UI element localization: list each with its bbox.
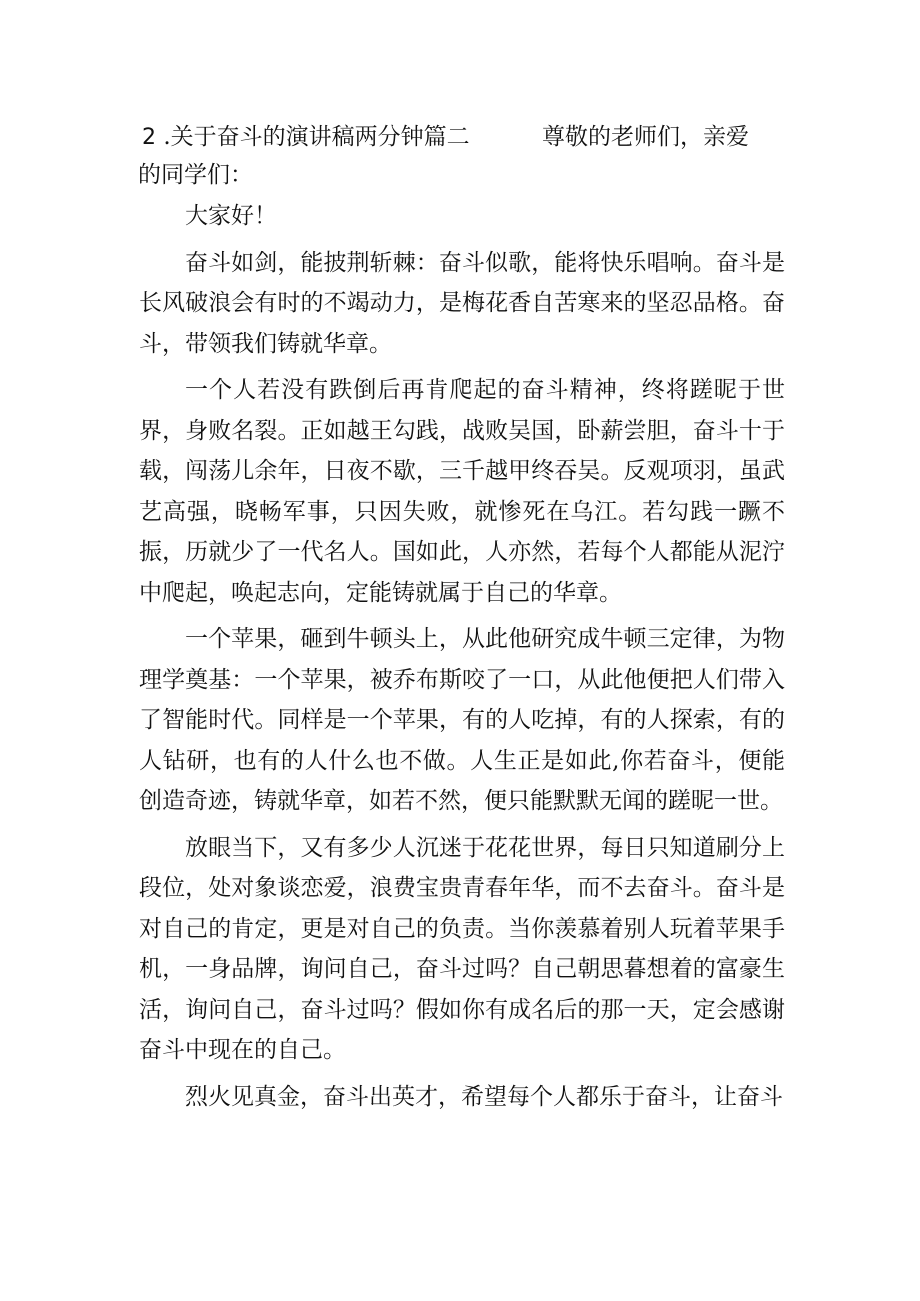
paragraph-greeting: 大家好！ — [185, 203, 277, 229]
heading-title: .关于奋斗的演讲稿两分钟篇二 — [163, 124, 470, 150]
paragraph: 一个苹果，砸到牛顿头上，从此他研究成牛顿三定律，为物理学奠基：一个苹果，被乔布斯咬了一口，从此他便把人们带入了智能时代。同样是一个苹果，有的人吃掉，有的人探索，有的人钻研，也有的人什么也不做。人生正是如此,你若奋斗，便能创造奇迹，铸就华章，如若不然，便只能默默无闻的蹉昵一世。 — [139, 626, 785, 814]
heading-line — [142, 118, 782, 157]
salutation-start: 尊敬的老师们，亲爱 — [542, 124, 749, 150]
paragraph: 烈火见真金，奋斗出英才，希望每个人都乐于奋斗，让奋斗 — [185, 1083, 783, 1110]
paragraph: 一个人若没有跌倒后再肯爬起的奋斗精神，终将蹉昵于世界，身败名裂。正如越王勾践，战败吴国，卧薪尝胆，奋斗十于载，闯荡儿余年，日夜不歇，三千越甲终吞吴。反观项羽，虽武艺高强，晓畅军事，只因失败，就惨死在乌江。若勾践一蹶不振，历就少了一代名人。国如此，人亦然，若每个人都能从泥泞中爬起，唤起志向，定能铸就属于自己的华章。 — [139, 377, 785, 606]
paragraph: 放眼当下，又有多少人沉迷于花花世界，每日只知道刷分上段位，处对象谈恋爱，浪费宝贵青春年华，而不去奋斗。奋斗是对自己的肯定，更是对自己的负责。当你羡慕着别人玩着苹果手机，一身品牌，询问自己，奋斗过吗？自己朝思暮想着的富豪生活，询问自己，奋斗过吗？假如你有成名后的那一天，定会感谢奋斗中现在的自己。 — [139, 834, 785, 1063]
paragraph: 奋斗如剑，能披荆斩棘：奋斗似歌，能将快乐唱响。奋斗是长风破浪会有时的不竭动力，是梅花香自苦寒来的坚忍品格。奋斗，带领我们铸就华章。 — [139, 249, 785, 357]
heading-number: 2 — [142, 125, 156, 150]
salutation-end: 的同学们： — [138, 162, 253, 188]
body-text — [139, 196, 785, 1123]
